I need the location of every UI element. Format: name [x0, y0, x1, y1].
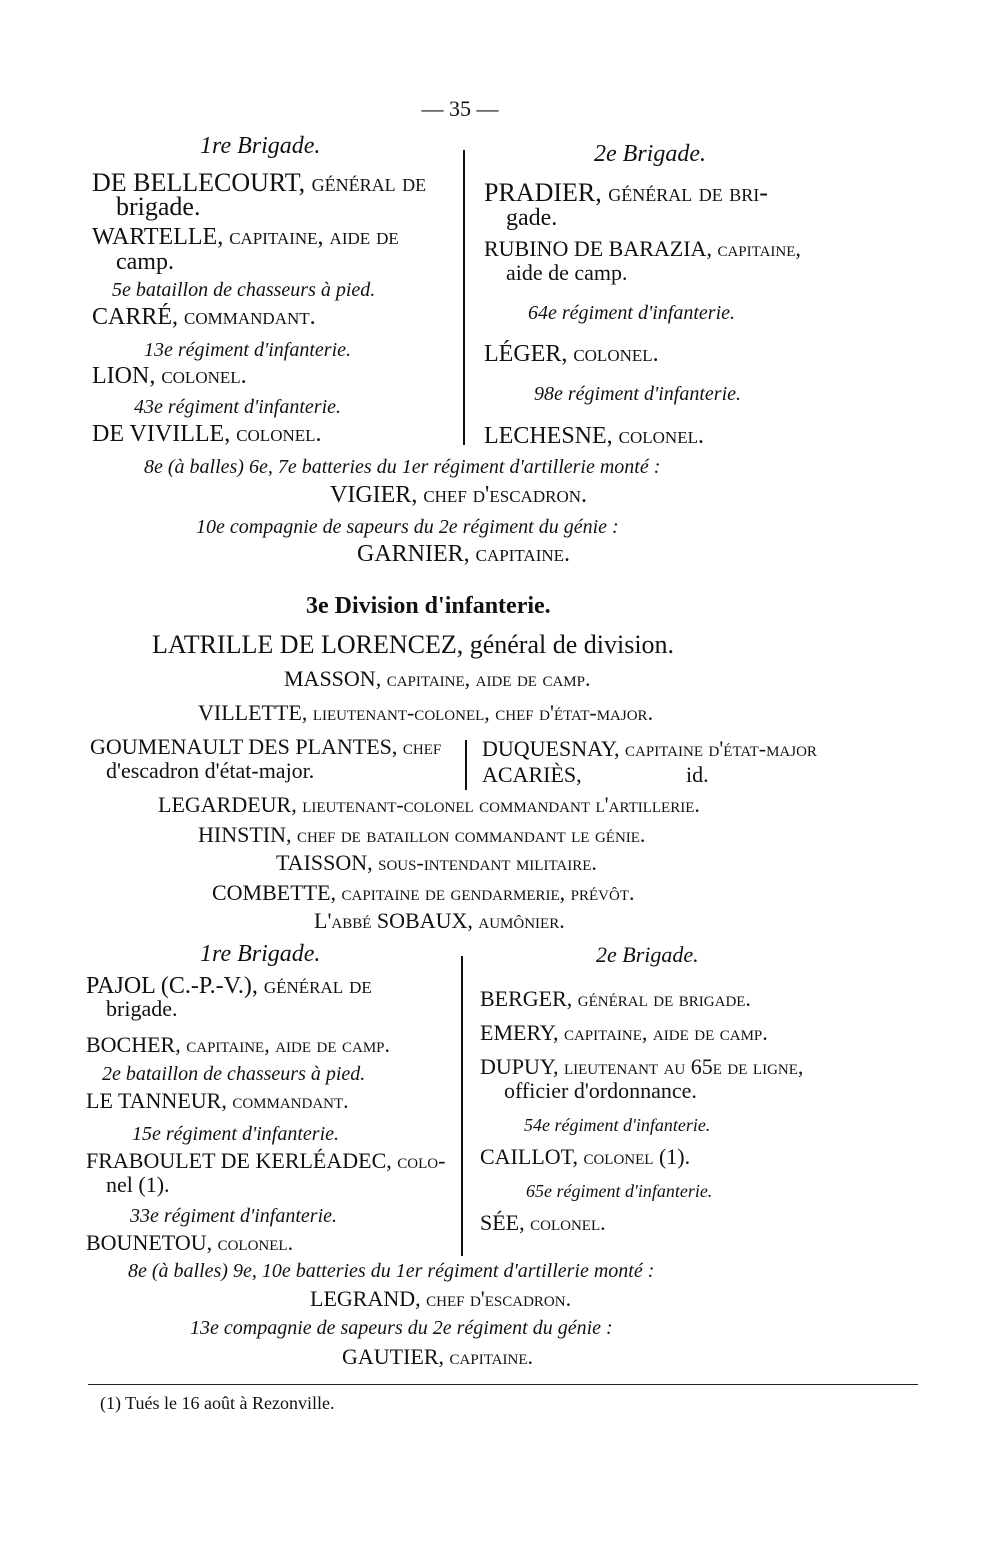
text-line: GARNIER, capitaine.	[357, 541, 571, 567]
text-line: PRADIER, général de bri-	[484, 178, 768, 207]
brigade-heading-left: 1re Brigade.	[200, 133, 321, 159]
text-line: LEGRAND, chef d'escadron.	[310, 1286, 572, 1311]
text-line: 98e régiment d'infanterie.	[534, 383, 742, 405]
staff-divider	[465, 740, 467, 790]
text-line: LION, colonel.	[92, 363, 247, 389]
text-line: WARTELLE, capitaine, aide de	[92, 224, 399, 250]
text-line: LÉGER, colonel.	[484, 341, 659, 367]
text-line: 10e compagnie de sapeurs du 2e régiment du génie :	[196, 516, 619, 538]
brigade-heading-left: 1re Brigade.	[200, 941, 321, 967]
text-line: CAILLOT, colonel (1).	[480, 1144, 691, 1169]
footnote: (1) Tués le 16 août à Rezonville.	[100, 1393, 335, 1413]
text-line: CARRÉ, commandant.	[92, 304, 316, 330]
text-line: DE BELLECOURT, général de	[92, 168, 427, 197]
text-line: TAISSON, sous-intendant militaire.	[276, 850, 597, 875]
text-line: GAUTIER, capitaine.	[342, 1344, 533, 1369]
text-line: 13e régiment d'infanterie.	[144, 339, 352, 361]
text-line: EMERY, capitaine, aide de camp.	[480, 1020, 768, 1045]
column-divider	[463, 150, 465, 445]
text-line: 13e compagnie de sapeurs du 2e régiment du génie :	[190, 1317, 613, 1339]
brigade-heading-right: 2e Brigade.	[594, 141, 706, 167]
text-line: MASSON, capitaine, aide de camp.	[284, 666, 591, 691]
text-line: 64e régiment d'infanterie.	[528, 302, 736, 324]
text-line: BOCHER, capitaine, aide de camp.	[86, 1032, 391, 1057]
text-line: RUBINO DE BARAZIA, capitaine,	[484, 236, 801, 261]
text-line: 43e régiment d'infanterie.	[134, 396, 342, 418]
text-line: FRABOULET DE KERLÉADEC, colo-	[86, 1148, 446, 1173]
column-divider	[461, 956, 463, 1256]
text-line: PAJOL (C.-P.-V.), général de	[86, 973, 372, 999]
text-line: GOUMENAULT DES PLANTES, chef	[90, 734, 442, 759]
text-line: SÉE, colonel.	[480, 1210, 606, 1235]
text-line: L'abbé SOBAUX, aumônier.	[314, 908, 565, 933]
text-line: ACARIÈS,	[482, 762, 582, 787]
text-line: brigade.	[106, 996, 178, 1021]
text-line: BERGER, général de brigade.	[480, 986, 751, 1011]
text-line: camp.	[116, 249, 174, 275]
page-number: — 35 —	[421, 96, 499, 121]
text-line: LE TANNEUR, commandant.	[86, 1088, 349, 1113]
text-line: DE VIVILLE, colonel.	[92, 421, 322, 447]
text-line: d'escadron d'état-major.	[106, 758, 315, 783]
text-line: VILLETTE, lieutenant-colonel, chef d'état-major.	[198, 700, 654, 725]
text-line: 5e bataillon de chasseurs à pied.	[112, 279, 376, 301]
division-title: 3e Division d'infanterie.	[306, 593, 551, 619]
text-line: 2e bataillon de chasseurs à pied.	[102, 1063, 366, 1085]
division-commander: LATRILLE DE LORENCEZ, général de division.	[152, 630, 675, 659]
text-line: aide de camp.	[506, 260, 628, 285]
text-line: nel (1).	[106, 1172, 170, 1197]
text-line: HINSTIN, chef de bataillon commandant le génie.	[198, 822, 646, 847]
brigade-heading-right: 2e Brigade.	[596, 942, 699, 967]
text-line: 54e régiment d'infanterie.	[524, 1115, 711, 1135]
text-line: BOUNETOU, colonel.	[86, 1230, 294, 1255]
text-line: brigade.	[116, 192, 201, 221]
text-line: LECHESNE, colonel.	[484, 423, 704, 449]
text-line: COMBETTE, capitaine de gendarmerie, prévôt.	[212, 880, 635, 905]
text-line: gade.	[506, 205, 558, 231]
text-line: VIGIER, chef d'escadron.	[330, 482, 587, 508]
text-line: officier d'ordonnance.	[504, 1078, 697, 1103]
text-line: LEGARDEUR, lieutenant-colonel commandant l'artillerie.	[158, 792, 700, 817]
text-line: 65e régiment d'infanterie.	[526, 1181, 713, 1201]
text-line: DUPUY, lieutenant au 65e de ligne,	[480, 1054, 804, 1079]
footnote-rule	[88, 1384, 918, 1385]
text-line: DUQUESNAY, capitaine d'état-major	[482, 736, 817, 761]
text-line: 33e régiment d'infanterie.	[130, 1205, 338, 1227]
text-line: 15e régiment d'infanterie.	[132, 1123, 340, 1145]
text-line: 8e (à balles) 6e, 7e batteries du 1er régiment d'artillerie monté :	[144, 456, 661, 478]
text-line: 8e (à balles) 9e, 10e batteries du 1er régiment d'artillerie monté :	[128, 1260, 655, 1282]
text-line: id.	[686, 762, 709, 787]
